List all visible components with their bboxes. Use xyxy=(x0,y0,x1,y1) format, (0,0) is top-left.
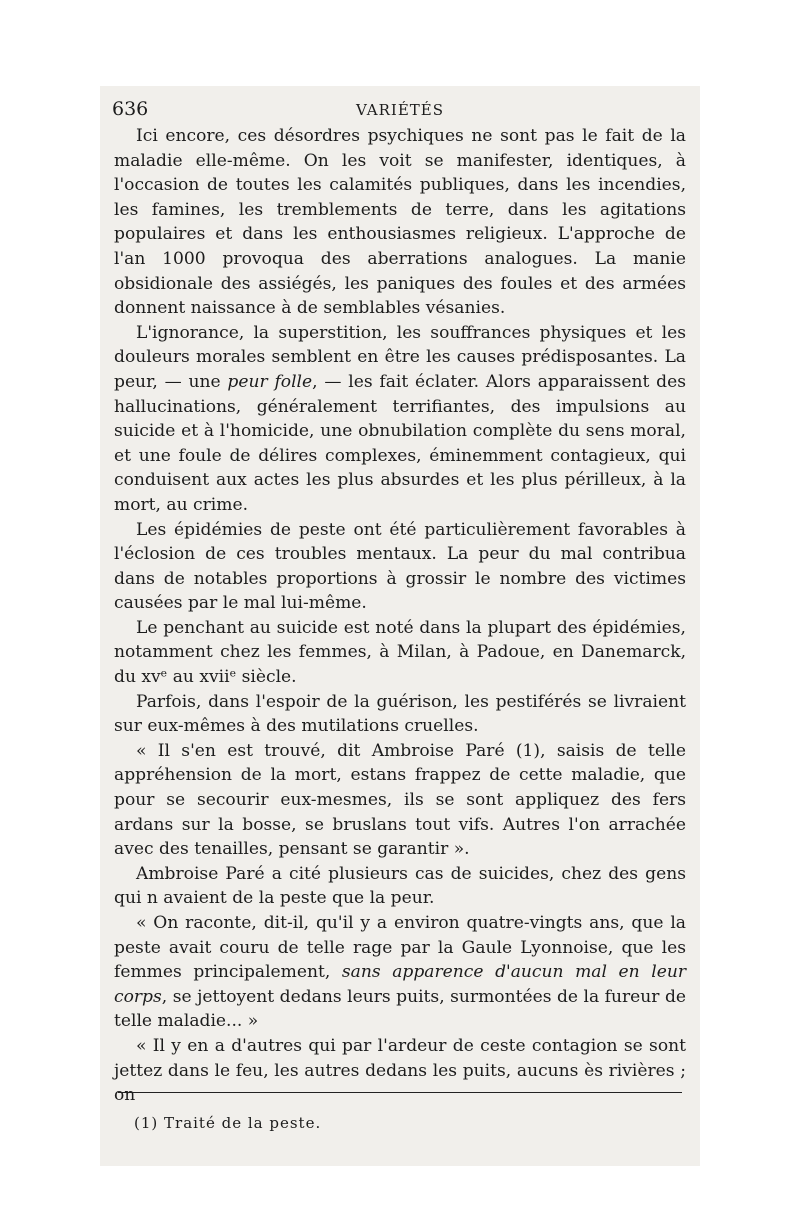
paragraph: Ambroise Paré a cité plusieurs cas de suicides, chez des gens qui n avaient de la peste que la peur. xyxy=(114,863,686,909)
body-text xyxy=(114,124,686,1108)
footnote: (1) Traité de la peste. xyxy=(134,1114,322,1132)
footnote-rule xyxy=(118,1092,682,1093)
paragraph: L'ignorance, la superstition, les souffrances physiques et les douleurs morales semblent en être les causes prédisposantes. La peur, — une peur folle, — les fait éclater. Alors apparaissent des hallucinations, généralement terrifiantes, des impulsions au suicide et à l'homicide, une obnubilation complète du sens moral, et une foule de délires complexes, éminemment contagieux, qui conduisent aux actes les plus absurdes et les plus périlleux, à la mort, au crime. xyxy=(114,322,687,515)
paragraph: Les épidémies de peste ont été particulièrement favorables à l'éclosion de ces troubles mentaux. La peur du mal contribua dans de notables proportions à grossir le nombre des victimes causées par le mal lui-même. xyxy=(114,519,686,614)
paragraph: « Il s'en est trouvé, dit Ambroise Paré (1), saisis de telle appréhension de la mort, estans frappez de cette maladie, que pour se secourir eux-mesmes, ils se sont appliquez des fers ardans sur la bosse, se bruslans tout vifs. Autres l'on arrachée avec des tenailles, pensant se garantir ». xyxy=(114,740,686,860)
paragraph: Parfois, dans l'espoir de la guérison, les pestiférés se livraient sur eux-mêmes à des mutilations cruelles. xyxy=(114,691,686,737)
italic-phrase: sans apparence d'aucun mal en leur corps xyxy=(114,962,686,1007)
page-number: 636 xyxy=(112,98,149,120)
page-header xyxy=(112,98,688,124)
paragraph: Le penchant au suicide est noté dans la plupart des épidémies, notamment chez les femmes, à Milan, à Padoue, en Danemarck, du xvᵉ au xviiᵉ siècle. xyxy=(114,617,686,688)
italic-phrase: peur folle xyxy=(227,371,313,392)
paragraph: « Il y en a d'autres qui par l'ardeur de ceste contagion se sont jettez dans le feu, les autres dedans les puits, aucuns ès rivières ; on xyxy=(114,1035,686,1106)
paragraph: « On raconte, dit-il, qu'il y a environ quatre-vingts ans, que la peste avait couru de telle rage par la Gaule Lyonnoise, que les femmes principalement, sans apparence d'aucun mal en leur corps, se jettoyent dedans leurs puits, surmontées de la fureur de telle maladie... » xyxy=(114,913,686,1032)
paragraph: Ici encore, ces désordres psychiques ne sont pas le fait de la maladie elle-même. On les voit se manifester, identiques, à l'occasion de toutes les calamités publiques, dans les incendies, les famines, les tremblements de terre, dans les agitations populaires et dans les enthousiasmes religieux. L'approche de l'an 1000 provoqua des aberrations analogues. La manie obsidionale des assiégés, les paniques des foules et des armées donnent naissance à de semblables vésanies. xyxy=(114,126,686,319)
running-title: VARIÉTÉS xyxy=(355,101,445,119)
